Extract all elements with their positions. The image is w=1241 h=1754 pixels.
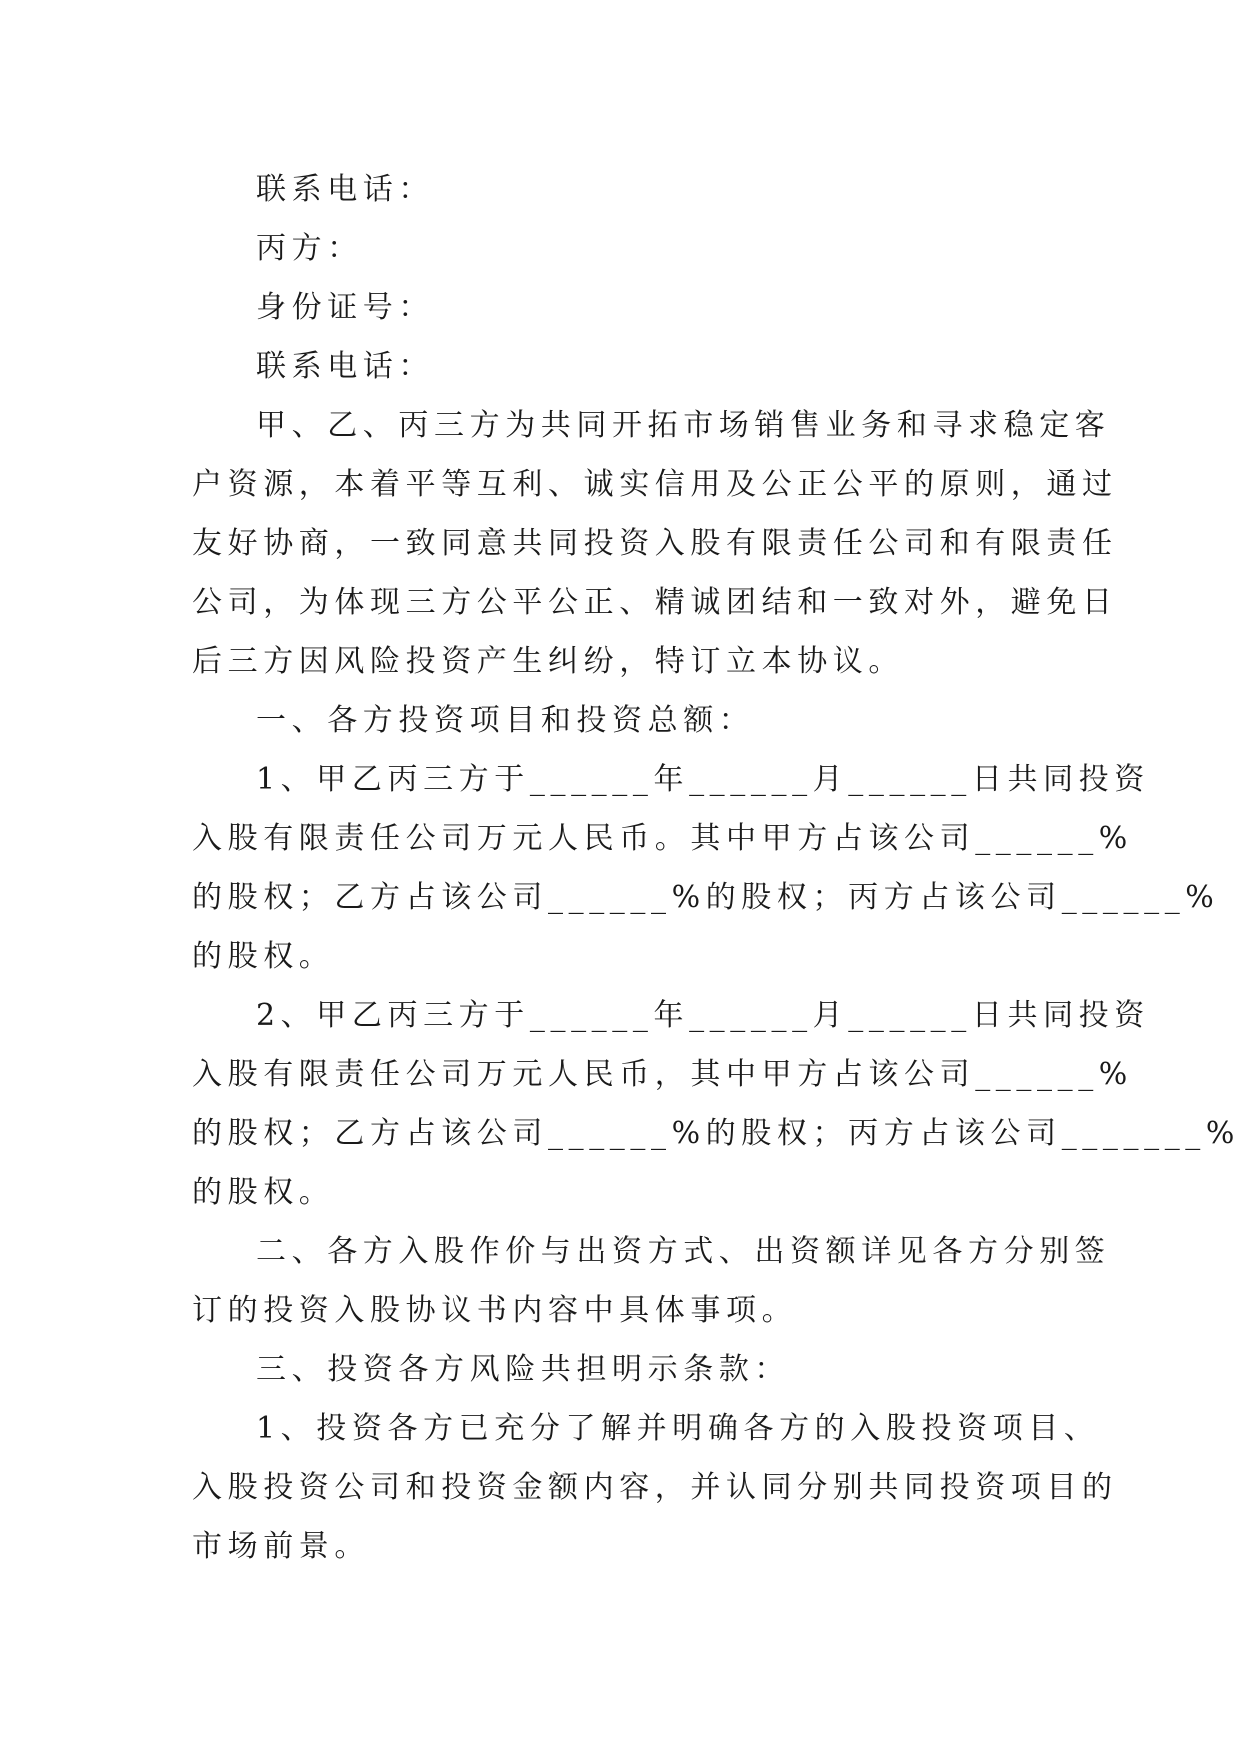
preamble-line: 户资源，本着平等互利、诚实信用及公正公平的原则，通过 (192, 467, 1118, 502)
clause-line: 的股权。 (192, 1175, 335, 1210)
contact-phone-line: 联系电话： (256, 349, 434, 384)
preamble-line: 公司，为体现三方公平公正、精诚团结和一致对外，避免日 (192, 585, 1118, 620)
document-body (192, 160, 1241, 1576)
id-number-line: 身份证号： (256, 290, 434, 325)
section-heading: 二、各方入股作价与出资方式、出资额详见各方分别签 (256, 1234, 1111, 1269)
section-heading: 三、投资各方风险共担明示条款： (256, 1352, 790, 1387)
contact-phone-line: 联系电话： (256, 172, 434, 207)
preamble-line: 甲、乙、丙三方为共同开拓市场销售业务和寻求稳定客 (256, 408, 1111, 443)
clause-line: 入股有限责任公司万元人民币。其中甲方占该公司______% (192, 821, 1133, 856)
party-c-line: 丙方： (256, 231, 363, 266)
preamble-line: 后三方因风险投资产生纠纷，特订立本协议。 (192, 644, 904, 679)
clause-line: 1、投资各方已充分了解并明确各方的入股投资项目、 (256, 1411, 1100, 1446)
clause-line: 的股权；乙方占该公司______%的股权；丙方占该公司______% (192, 880, 1220, 915)
clause-line: 2、甲乙丙三方于______年______月______日共同投资 (256, 998, 1150, 1033)
paragraph-line: 订的投资入股协议书内容中具体事项。 (192, 1293, 798, 1328)
section-heading: 一、各方投资项目和投资总额： (256, 703, 755, 738)
clause-line: 的股权。 (192, 939, 335, 974)
clause-line: 入股投资公司和投资金额内容，并认同分别共同投资项目的 (192, 1470, 1118, 1505)
clause-line: 的股权；乙方占该公司______%的股权；丙方占该公司_______% (192, 1116, 1241, 1151)
clause-line: 1、甲乙丙三方于______年______月______日共同投资 (256, 762, 1150, 797)
clause-line: 市场前景。 (192, 1529, 370, 1564)
preamble-line: 友好协商，一致同意共同投资入股有限责任公司和有限责任 (192, 526, 1118, 561)
clause-line: 入股有限责任公司万元人民币，其中甲方占该公司______% (192, 1057, 1133, 1092)
